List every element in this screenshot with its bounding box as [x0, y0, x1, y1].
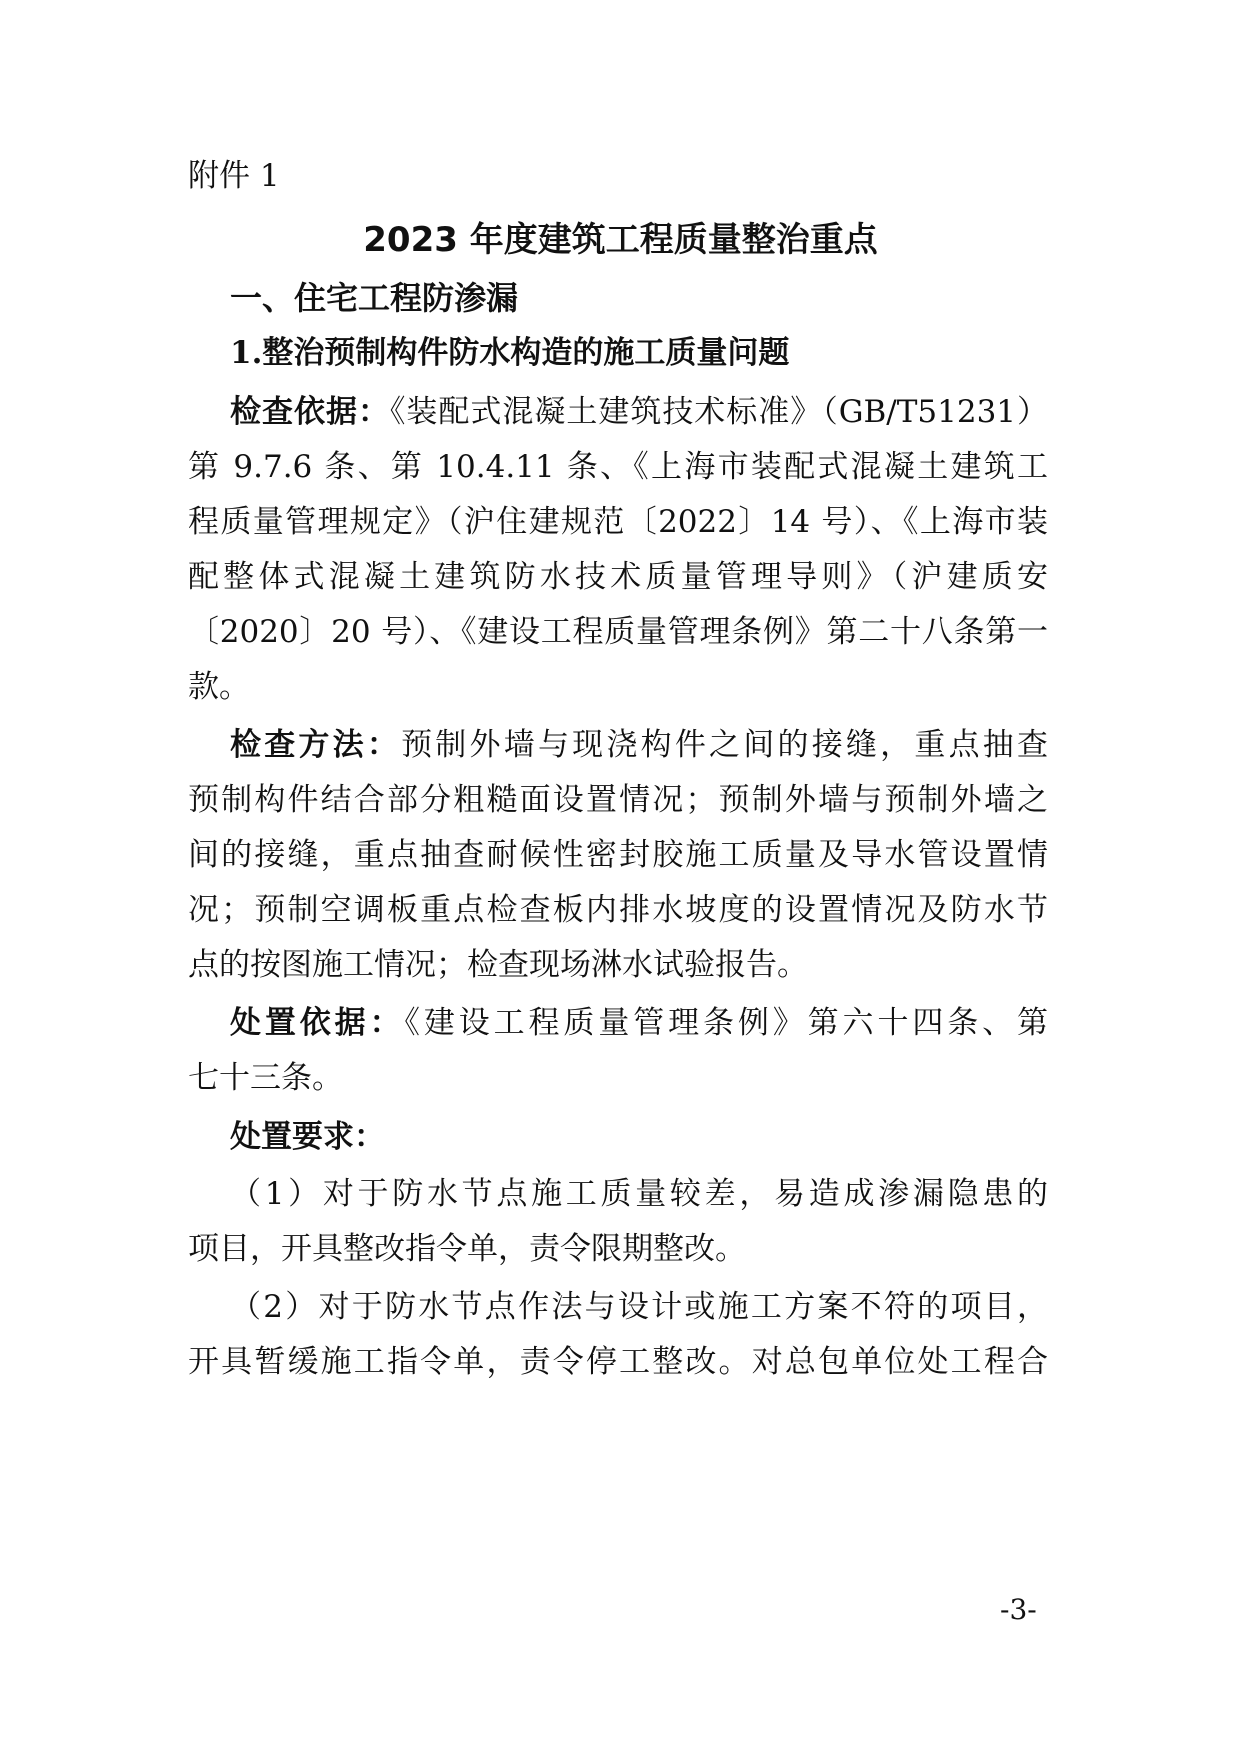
disposal-basis-line-2: 七十三条。 [188, 1060, 343, 1096]
method-line-2: 预制构件结合部分粗糙面设置情况；预制外墙与预制外墙之 [188, 782, 1048, 818]
method-line-3: 间的接缝，重点抽查耐候性密封胶施工质量及导水管设置情 [188, 837, 1048, 873]
disposal-basis-line-1 [230, 1003, 1048, 1043]
requirement-1-line-1: （1）对于防水节点施工质量较差，易造成渗漏隐患的 [230, 1176, 1048, 1212]
subheading: 1.整治预制构件防水构造的施工质量问题 [230, 335, 790, 371]
requirement-1-line-2: 项目，开具整改指令单，责令限期整改。 [188, 1231, 746, 1267]
basis-line-6: 款。 [188, 669, 250, 705]
basis-line-4: 配整体式混凝土建筑防水技术质量管理导则》（沪建质安 [188, 559, 1048, 595]
basis-line-1 [230, 392, 1048, 432]
method-line-5: 点的按图施工情况；检查现场淋水试验报告。 [188, 947, 808, 983]
basis-line-2: 第 9.7.6 条、第 10.4.11 条、《上海市装配式混凝土建筑工 [188, 449, 1048, 485]
disposal-requirements-label: 处置要求： [230, 1119, 385, 1155]
attachment-label: 附件 1 [188, 158, 280, 194]
document-title: 2023 年度建筑工程质量整治重点 [363, 220, 878, 260]
requirement-2-line-1: （2）对于防水节点作法与设计或施工方案不符的项目， [230, 1289, 1048, 1325]
requirement-2-line-2: 开具暂缓施工指令单，责令停工整改。对总包单位处工程合 [188, 1344, 1048, 1380]
method-text: 预制外墙与现浇构件之间的接缝，重点抽查 [401, 727, 1049, 763]
method-line-4: 况；预制空调板重点检查板内排水坡度的设置情况及防水节 [188, 892, 1048, 928]
method-label: 检查方法： [230, 727, 402, 763]
section-heading: 一、住宅工程防渗漏 [230, 279, 519, 317]
method-line-1 [230, 725, 1048, 765]
disposal-basis-label: 处置依据： [230, 1005, 405, 1041]
basis-line-3: 程质量管理规定》（沪住建规范〔2022〕14 号）、《上海市装 [188, 504, 1048, 540]
basis-label: 检查依据： [230, 394, 390, 430]
disposal-basis-text: 《建设工程质量管理条例》第六十四条、第 [404, 1005, 1049, 1041]
page-number: -3- [1000, 1593, 1037, 1626]
basis-text: 《装配式混凝土建筑技术标准》（GB/T51231） [389, 394, 1049, 430]
basis-line-5: 〔2020〕20 号）、《建设工程质量管理条例》第二十八条第一 [188, 614, 1048, 650]
